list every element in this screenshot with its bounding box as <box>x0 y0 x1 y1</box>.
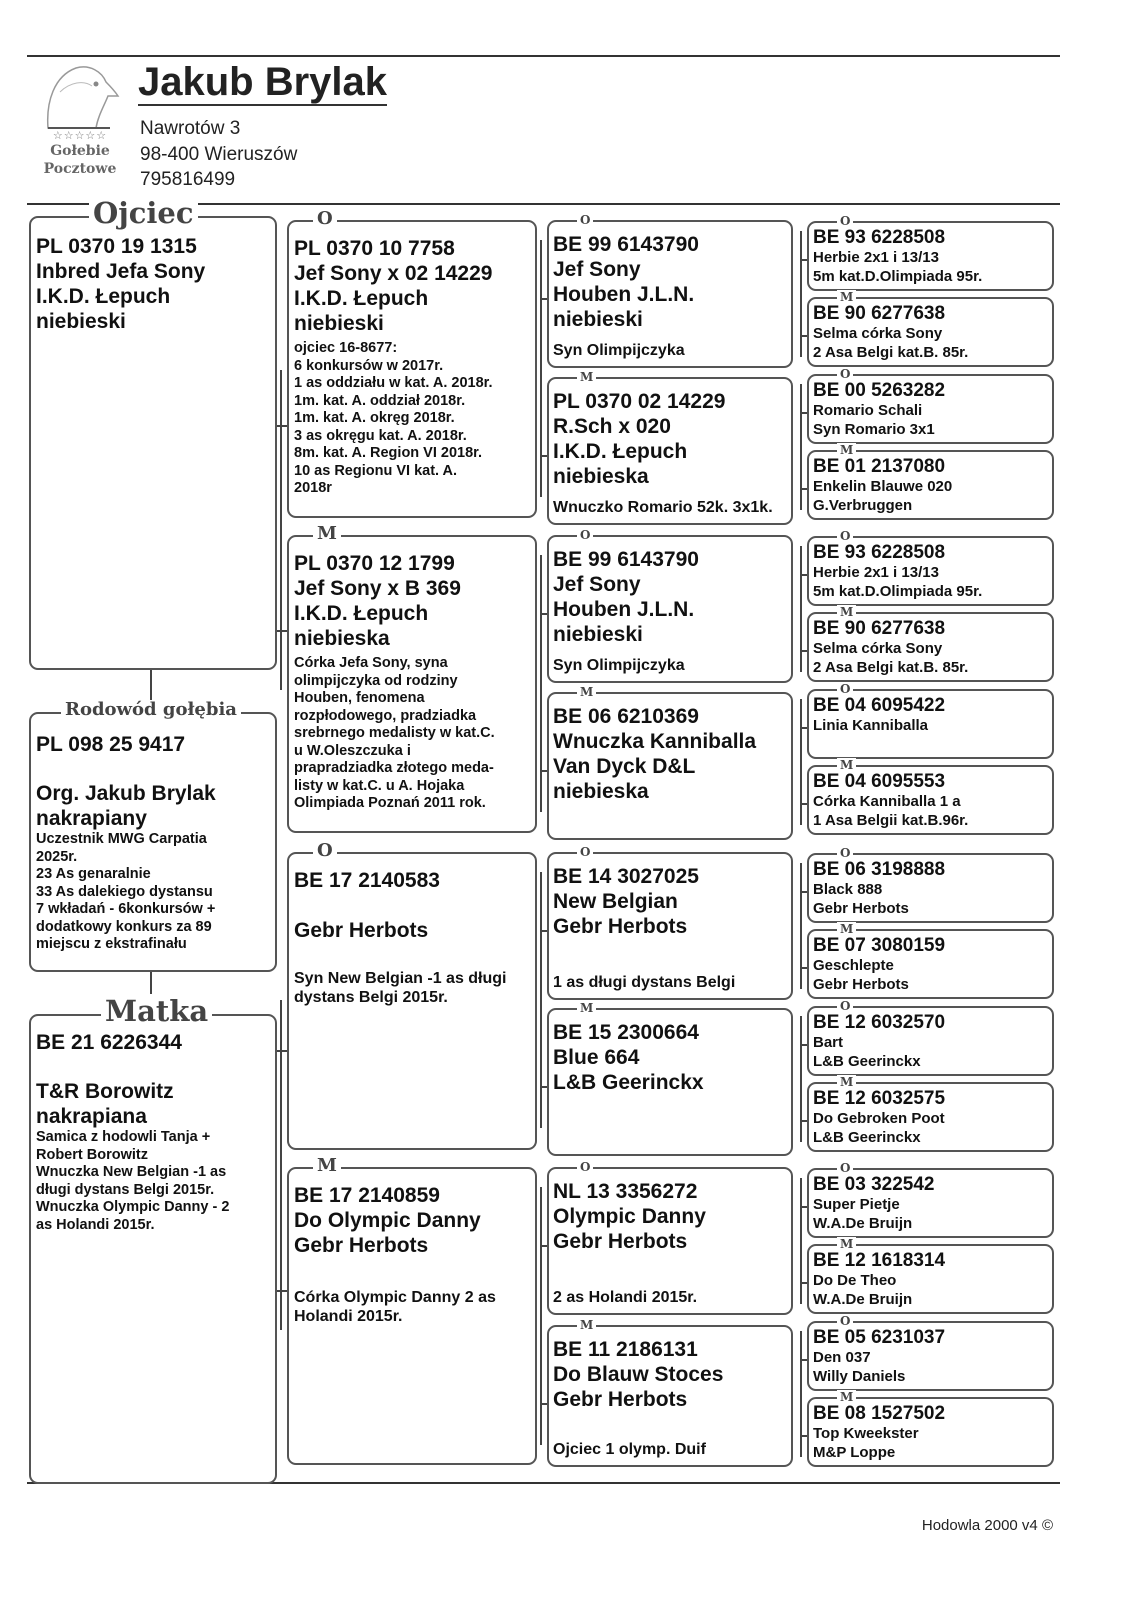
gen4-line: 5m kat.D.Olimpiada 95r. <box>813 268 983 285</box>
gen3-line: L&B Geerinckx <box>553 1071 704 1094</box>
gen3-box[interactable] <box>547 1001 793 1156</box>
sex-label: M <box>313 1156 341 1176</box>
gen4-line: L&B Geerinckx <box>813 1129 921 1146</box>
gen4-box[interactable] <box>807 1237 1054 1314</box>
sex-label: M <box>837 758 856 772</box>
sex-label: M <box>837 290 856 304</box>
gen2-line: BE 17 2140583 <box>294 869 440 892</box>
gen4-line: Linia Kanniballa <box>813 717 929 734</box>
gen2-box[interactable] <box>287 208 537 518</box>
mother-breeder: T&R Borowitz <box>36 1080 174 1103</box>
gen3-line: niebieska <box>553 780 649 803</box>
gen3-note: 2 as Holandi 2015r. <box>553 1289 698 1306</box>
gen4-line: Den 037 <box>813 1349 871 1366</box>
gen3-line: Wnuczka Kanniballa <box>553 730 757 753</box>
gen2-line: BE 17 2140859 <box>294 1184 440 1207</box>
gen3-line: Gebr Herbots <box>553 1230 688 1253</box>
gen2-box[interactable] <box>287 523 537 833</box>
connector <box>800 384 802 510</box>
gen4-line: Syn Romario 3x1 <box>813 421 935 438</box>
gen4-box[interactable] <box>807 1314 1054 1391</box>
sex-label: O <box>837 1161 853 1175</box>
gen4-box[interactable] <box>807 1390 1054 1467</box>
gen4-ring: BE 93 6228508 <box>813 542 946 563</box>
gen4-line: Romario Schali <box>813 402 923 419</box>
gen4-line: 2 Asa Belgi kat.B. 85r. <box>813 344 969 361</box>
gen4-line: Super Pietje <box>813 1196 900 1213</box>
gen4-box[interactable] <box>807 922 1054 999</box>
gen4-box[interactable] <box>807 1075 1054 1152</box>
gen3-box[interactable] <box>547 685 793 840</box>
sex-label: M <box>837 922 856 936</box>
gen4-line: 2 Asa Belgi kat.B. 85r. <box>813 659 969 676</box>
gen4-line: Top Kweekster <box>813 1425 919 1442</box>
mother-ring: BE 21 6226344 <box>36 1031 182 1054</box>
gen4-box[interactable] <box>807 367 1054 444</box>
gen4-line: Enkelin Blauwe 020 <box>813 478 953 495</box>
gen4-line: W.A.De Bruijn <box>813 1215 913 1232</box>
gen2-line: niebieski <box>294 312 384 335</box>
connector <box>540 555 542 812</box>
sex-label: M <box>837 1237 856 1251</box>
gen4-line: M&P Loppe <box>813 1444 896 1461</box>
gen3-line: Jef Sony <box>553 573 641 596</box>
father-color: niebieski <box>36 310 126 333</box>
gen4-box[interactable] <box>807 443 1054 520</box>
mother-label: Matka <box>101 994 212 1028</box>
father-ring: PL 0370 19 1315 <box>36 235 197 258</box>
gen3-note: Syn Olimpijczyka <box>553 657 685 674</box>
gen3-note: Wnuczko Romario 52k. 3x1k. <box>553 499 773 516</box>
connector <box>277 425 287 427</box>
sex-label: O <box>577 528 593 542</box>
gen2-line: Gebr Herbots <box>294 919 429 942</box>
gen4-line: Black 888 <box>813 881 883 898</box>
gen4-ring: BE 90 6277638 <box>813 618 946 639</box>
gen3-note: 1 as długi dystans Belgi <box>553 974 736 991</box>
logo-stars: ☆☆☆☆☆ <box>52 129 108 142</box>
gen2-notes: ojciec 16-8677: 6 konkursów w 2017r. 1 as oddziału w kat. A. 2018r. 1m. kat. A. oddział 2018r. 1m. kat. A. okręg 2018r. 3 as okręgu kat. A. 2018r. 8m. kat. A. Region VI 2018r. 10 as Regionu VI kat. A. 2018r <box>294 340 493 496</box>
gen3-line: BE 99 6143790 <box>553 548 699 571</box>
gen4-line: 1 Asa Belgii kat.B.96r. <box>813 812 969 829</box>
footer-credit: Hodowla 2000 v4 © <box>921 1517 1053 1534</box>
gen3-line: Blue 664 <box>553 1046 640 1069</box>
gen2-line: Jef Sony x 02 14229 <box>294 262 493 285</box>
gen4-ring: BE 93 6228508 <box>813 227 946 248</box>
connector <box>800 699 802 825</box>
gen4-box[interactable] <box>807 290 1054 367</box>
subject-box[interactable] <box>29 699 277 972</box>
gen4-line: W.A.De Bruijn <box>813 1291 913 1308</box>
gen4-ring: BE 03 322542 <box>813 1174 935 1195</box>
gen4-box[interactable] <box>807 214 1054 291</box>
gen3-line: Jef Sony <box>553 258 641 281</box>
sex-label: M <box>577 1001 596 1015</box>
gen4-box[interactable] <box>807 758 1054 835</box>
gen4-ring: BE 04 6095422 <box>813 695 946 716</box>
gen4-line: Gebr Herbots <box>813 900 909 917</box>
owner-phone: 795816499 <box>140 169 236 190</box>
connector <box>280 370 282 690</box>
sex-label: O <box>313 209 337 229</box>
gen3-box[interactable] <box>547 845 793 1000</box>
gen2-line: niebieska <box>294 627 390 650</box>
gen3-line: BE 15 2300664 <box>553 1021 699 1044</box>
gen4-line: L&B Geerinckx <box>813 1053 921 1070</box>
gen4-ring: BE 01 2137080 <box>813 456 946 477</box>
gen4-box[interactable] <box>807 529 1054 606</box>
gen2-line: Do Olympic Danny <box>294 1209 481 1232</box>
gen4-ring: BE 12 6032570 <box>813 1012 946 1033</box>
sex-label: O <box>837 846 853 860</box>
gen4-box[interactable] <box>807 846 1054 923</box>
gen2-box[interactable] <box>287 1155 537 1465</box>
gen4-ring: BE 08 1527502 <box>813 1403 946 1424</box>
gen3-line: Gebr Herbots <box>553 1388 688 1411</box>
gen3-box[interactable] <box>547 213 793 368</box>
gen2-line: Jef Sony x B 369 <box>294 577 461 600</box>
gen4-line: Do De Theo <box>813 1272 897 1289</box>
father-label: Ojciec <box>89 196 198 230</box>
sex-label: M <box>577 685 596 699</box>
connector <box>540 872 542 1128</box>
gen3-line: niebieski <box>553 623 643 646</box>
sex-label: O <box>837 367 853 381</box>
gen3-line: Gebr Herbots <box>553 915 688 938</box>
connector <box>277 1050 287 1052</box>
owner-name: Jakub Brylak <box>138 60 388 104</box>
gen4-box[interactable] <box>807 999 1054 1076</box>
connector <box>150 670 152 700</box>
sex-label: M <box>577 370 596 384</box>
connector <box>540 240 542 497</box>
gen4-ring: BE 04 6095553 <box>813 771 946 792</box>
gen4-line: Selma córka Sony <box>813 640 943 657</box>
gen3-line: NL 13 3356272 <box>553 1180 698 1203</box>
gen3-line: Olympic Danny <box>553 1205 706 1228</box>
gen4-line: Herbie 2x1 i 13/13 <box>813 564 939 581</box>
mother-color: nakrapiana <box>36 1105 147 1128</box>
sex-label: O <box>837 999 853 1013</box>
gen3-line: BE 99 6143790 <box>553 233 699 256</box>
gen3-line: Do Blauw Stoces <box>553 1363 724 1386</box>
gen3-box[interactable] <box>547 528 793 683</box>
gen2-notes: Córka Olympic Danny 2 as Holandi 2015r. <box>294 1289 496 1325</box>
pigeon-logo <box>30 62 130 192</box>
logo-text-1: Gołebie <box>50 143 110 159</box>
subject-color: nakrapiany <box>36 807 147 830</box>
connector <box>277 1290 287 1292</box>
subject-ring: PL 098 25 9417 <box>36 733 186 756</box>
gen4-ring: BE 06 3198888 <box>813 859 946 880</box>
sex-label: O <box>313 841 337 861</box>
sex-label: O <box>577 1160 593 1174</box>
subject-label: Rodowód gołębia <box>61 700 241 720</box>
owner-address-2: 98-400 Wieruszów <box>140 144 298 165</box>
gen3-line: New Belgian <box>553 890 678 913</box>
father-box[interactable] <box>29 196 277 670</box>
logo-text-2: Pocztowe <box>43 161 117 177</box>
gen3-line: niebieski <box>553 308 643 331</box>
mother-notes: Samica z hodowli Tanja + Robert Borowitz Wnuczka New Belgian -1 as długi dystans Belgi 2015r. Wnuczka Olympic Danny - 2 as Holandi 2015r. <box>36 1129 230 1233</box>
connector <box>540 1187 542 1445</box>
sex-label: M <box>837 605 856 619</box>
gen3-note: Syn Olimpijczyka <box>553 342 685 359</box>
gen3-line: I.K.D. Łepuch <box>553 440 688 463</box>
gen2-line: Gebr Herbots <box>294 1234 429 1257</box>
gen4-ring: BE 12 1618314 <box>813 1250 946 1271</box>
gen4-line: Bart <box>813 1034 844 1051</box>
gen2-line: I.K.D. Łepuch <box>294 602 429 625</box>
gen3-box[interactable] <box>547 1160 793 1315</box>
gen3-line: Van Dyck D&L <box>553 755 696 778</box>
gen2-line: PL 0370 12 1799 <box>294 552 455 575</box>
connector <box>800 1178 802 1304</box>
connector <box>800 231 802 357</box>
gen4-line: Gebr Herbots <box>813 976 909 993</box>
gen3-note: Ojciec 1 olymp. Duif <box>553 1441 706 1458</box>
owner-address-1: Nawrotów 3 <box>140 118 241 139</box>
sex-label: O <box>837 529 853 543</box>
gen3-line: Houben J.L.N. <box>553 283 695 306</box>
sex-label: M <box>577 1318 596 1332</box>
top-rule <box>27 55 1060 57</box>
sex-label: O <box>837 214 853 228</box>
gen4-line: Córka Kanniballa 1 a <box>813 793 961 810</box>
connector <box>800 1016 802 1142</box>
connector <box>800 546 802 672</box>
gen3-line: BE 06 6210369 <box>553 705 699 728</box>
gen4-line: Geschlepte <box>813 957 894 974</box>
connector <box>277 630 287 632</box>
gen2-line: PL 0370 10 7758 <box>294 237 455 260</box>
pigeon-head-icon <box>40 62 120 130</box>
gen2-notes: Syn New Belgian -1 as długi dystans Belgi 2015r. <box>294 970 507 1006</box>
gen2-line <box>294 893 531 918</box>
sex-label: O <box>837 1314 853 1328</box>
sex-label: M <box>837 1390 856 1404</box>
connector <box>800 1331 802 1457</box>
gen2-notes: Córka Jefa Sony, syna olimpijczyka od rodziny Houben, fenomena rozpłodowego, pradziadka srebrnego medalisty w kat.C. u W.Oleszczuka i prapradziadka złotego meda- listy w kat.C. u A. Hojaka Olimpiada Poznań 2011 rok. <box>294 655 495 811</box>
gen3-line: PL 0370 02 14229 <box>553 390 726 413</box>
sex-label: O <box>577 213 593 227</box>
gen4-ring: BE 07 3080159 <box>813 935 946 956</box>
mother-box[interactable] <box>29 994 277 1484</box>
sex-label: M <box>837 1075 856 1089</box>
subject-name: Org. Jakub Brylak <box>36 782 216 805</box>
gen2-box[interactable] <box>287 840 537 1150</box>
gen4-box[interactable] <box>807 682 1054 759</box>
gen4-ring: BE 00 5263282 <box>813 380 946 401</box>
connector <box>800 863 802 989</box>
sex-label: O <box>577 845 593 859</box>
gen4-line: G.Verbruggen <box>813 497 913 514</box>
gen4-line: 5m kat.D.Olimpiada 95r. <box>813 583 983 600</box>
gen3-line: BE 14 3027025 <box>553 865 699 888</box>
gen4-box[interactable] <box>807 605 1054 682</box>
gen4-box[interactable] <box>807 1161 1054 1238</box>
gen4-ring: BE 05 6231037 <box>813 1327 946 1348</box>
father-name: Inbred Jefa Sony <box>36 260 206 283</box>
gen3-box[interactable] <box>547 1318 793 1467</box>
gen4-line: Do Gebroken Poot <box>813 1110 945 1127</box>
gen4-ring: BE 12 6032575 <box>813 1088 946 1109</box>
sex-label: M <box>313 524 341 544</box>
subject-notes: Uczestnik MWG Carpatia 2025r. 23 As genaralnie 33 As dalekiego dystansu 7 wkładań - 6konkursów + dodatkowy konkurs za 89 miejscu z ekstrafinału <box>36 831 216 952</box>
gen3-line: Houben J.L.N. <box>553 598 695 621</box>
gen4-line: Herbie 2x1 i 13/13 <box>813 249 939 266</box>
gen2-line: I.K.D. Łepuch <box>294 287 429 310</box>
sex-label: M <box>837 443 856 457</box>
sex-label: O <box>837 682 853 696</box>
gen3-box[interactable] <box>547 370 793 525</box>
gen3-line: BE 11 2186131 <box>553 1338 698 1361</box>
father-breeder: I.K.D. Łepuch <box>36 285 171 308</box>
gen3-line: niebieska <box>553 465 649 488</box>
gen4-line: Willy Daniels <box>813 1368 906 1385</box>
gen4-ring: BE 90 6277638 <box>813 303 946 324</box>
gen4-line: Selma córka Sony <box>813 325 943 342</box>
gen3-line: R.Sch x 020 <box>553 415 671 438</box>
